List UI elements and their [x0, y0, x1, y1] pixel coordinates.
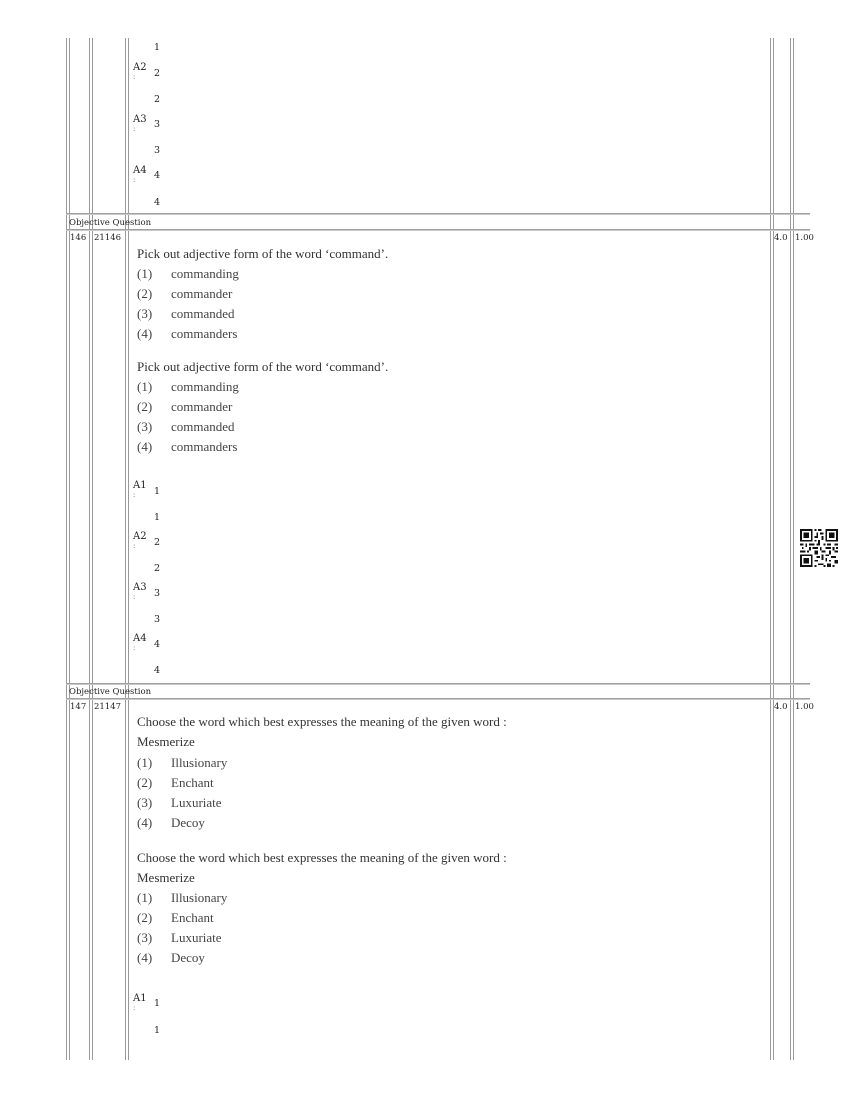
answer-colon: : [133, 73, 136, 81]
answer-label: A2 [133, 531, 147, 542]
option-row [137, 890, 227, 906]
answer-colon: : [133, 593, 136, 601]
question-number: 147 [70, 702, 87, 712]
option-row [137, 950, 205, 966]
option-row [137, 775, 214, 791]
option-row [137, 399, 232, 415]
answer-label: A4 [133, 633, 147, 644]
question-negative-marks: 1.00 [795, 702, 814, 712]
question-marks: 4.0 [774, 702, 788, 712]
table-col-divider-8 [793, 38, 794, 1060]
question-text-repeat: Choose the word which best expresses the meaning of the given word : [137, 850, 507, 865]
answer-label: A3 [133, 114, 147, 125]
question-text-repeat: Pick out adjective form of the word ‘command’. [137, 359, 389, 374]
option-row [137, 439, 237, 455]
option-number: (4) [137, 950, 153, 965]
answer-value: 1 [154, 486, 161, 497]
question-word: Mesmerize [137, 734, 195, 749]
table-col-divider-7 [790, 38, 791, 1060]
answer-colon: : [133, 491, 136, 499]
question-text: Pick out adjective form of the word ‘command’. [137, 246, 389, 261]
answer-value: 4 [154, 665, 161, 676]
section-separator [66, 213, 810, 215]
option-number: (4) [137, 815, 153, 830]
option-text: commanded [171, 306, 235, 321]
answer-value: 3 [154, 614, 161, 625]
question-number: 146 [70, 233, 87, 243]
answer-value: 4 [154, 170, 161, 181]
answer-label: A1 [133, 993, 147, 1004]
answer-colon: : [133, 176, 136, 184]
answer-value: 3 [154, 119, 161, 130]
option-number: (4) [137, 326, 153, 341]
option-text: commanded [171, 419, 235, 434]
answer-colon: : [133, 542, 136, 550]
option-text: Decoy [171, 815, 205, 830]
option-text: commanding [171, 379, 239, 394]
question-id: 21146 [94, 233, 122, 243]
answer-value: 4 [154, 639, 161, 650]
option-row [137, 910, 214, 926]
option-number: (2) [137, 775, 153, 790]
option-row [137, 815, 205, 831]
option-number: (1) [137, 755, 153, 770]
option-row [137, 419, 235, 435]
answer-value: 2 [154, 537, 161, 548]
table-col-divider-5 [770, 38, 771, 1060]
answer-label: A2 [133, 62, 147, 73]
table-col-divider-3 [125, 38, 126, 1060]
qr-code-icon [800, 529, 838, 567]
question-text: Choose the word which best expresses the meaning of the given word : [137, 714, 507, 729]
option-text: commander [171, 286, 233, 301]
table-border-left-inner [69, 38, 70, 1060]
option-text: Enchant [171, 775, 214, 790]
option-row [137, 795, 222, 811]
option-number: (4) [137, 439, 153, 454]
option-row [137, 326, 237, 342]
answer-value: 2 [154, 94, 161, 105]
option-text: commander [171, 399, 233, 414]
option-number: (3) [137, 795, 153, 810]
option-number: (1) [137, 890, 153, 905]
option-row [137, 266, 239, 282]
option-number: (1) [137, 266, 153, 281]
answer-colon: : [133, 125, 136, 133]
table-col-divider-1 [89, 38, 90, 1060]
section-label: Objective Question [69, 218, 152, 228]
answer-value: 4 [154, 197, 161, 208]
table-col-divider-6 [773, 38, 774, 1060]
option-number: (2) [137, 399, 153, 414]
option-text: Luxuriate [171, 930, 222, 945]
answer-value: 3 [154, 588, 161, 599]
question-marks: 4.0 [774, 233, 788, 243]
answer-value: 1 [154, 512, 161, 523]
option-number: (3) [137, 419, 153, 434]
section-separator [66, 683, 810, 685]
option-text: Decoy [171, 950, 205, 965]
option-text: Illusionary [171, 755, 228, 770]
option-number: (2) [137, 286, 153, 301]
answer-label: A1 [133, 480, 147, 491]
answer-value: 2 [154, 68, 161, 79]
option-number: (2) [137, 910, 153, 925]
answer-value: 1 [154, 42, 161, 53]
table-col-divider-2 [92, 38, 93, 1060]
row-separator [66, 698, 810, 700]
option-row [137, 379, 239, 395]
answer-label: A4 [133, 165, 147, 176]
table-col-divider-4 [128, 38, 129, 1060]
option-number: (1) [137, 379, 153, 394]
table-border-left-outer [66, 38, 67, 1060]
answer-value: 1 [154, 998, 161, 1009]
option-row [137, 286, 232, 302]
answer-colon: : [133, 1004, 136, 1012]
section-label: Objective Question [69, 687, 152, 697]
option-text: Luxuriate [171, 795, 222, 810]
question-negative-marks: 1.00 [795, 233, 814, 243]
row-separator [66, 229, 810, 231]
option-number: (3) [137, 930, 153, 945]
answer-colon: : [133, 644, 136, 652]
answer-value: 2 [154, 563, 161, 574]
option-text: commanding [171, 266, 239, 281]
answer-value: 1 [154, 1025, 161, 1036]
question-word-repeat: Mesmerize [137, 870, 195, 885]
option-text: Illusionary [171, 890, 228, 905]
question-id: 21147 [94, 702, 122, 712]
option-row [137, 755, 227, 771]
option-row [137, 306, 235, 322]
option-text: commanders [171, 326, 238, 341]
answer-label: A3 [133, 582, 147, 593]
answer-value: 3 [154, 145, 161, 156]
option-number: (3) [137, 306, 153, 321]
option-row [137, 930, 222, 946]
option-text: commanders [171, 439, 238, 454]
option-text: Enchant [171, 910, 214, 925]
